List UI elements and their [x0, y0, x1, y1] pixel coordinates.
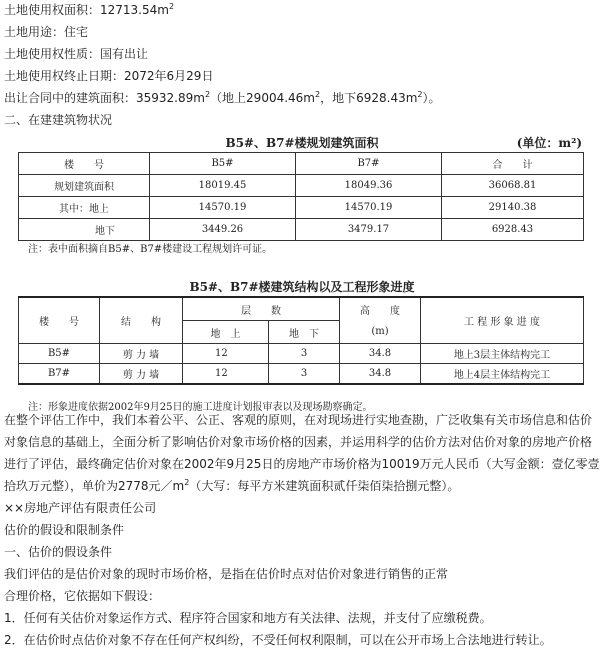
table-header: 楼 号: [19, 153, 150, 175]
table-header: 合 计: [442, 153, 584, 175]
table-cell: 34.8: [340, 344, 421, 364]
area-table: [18, 152, 584, 241]
table2-title: B5#、B7#楼建筑结构以及工程形象进度: [189, 280, 415, 294]
company-name: ××房地产评估有限责任公司: [4, 501, 157, 515]
table1-unit: (单位：m²): [516, 136, 582, 150]
table-header: 地 下: [269, 321, 340, 344]
body-line: 2．在估价时点估价对象不存在任何产权纠纷，不受任何权利限制，可以在公开市场上合法地进行转让。: [4, 633, 552, 647]
body-line: 1．任何有关估价对象运作方式、程序符合国家和地方有关法律、法规，并支付了应缴税费。: [4, 611, 492, 625]
table-cell: 34.8: [340, 364, 421, 385]
table-cell: 12: [183, 364, 269, 385]
table-cell: 14570.19: [296, 197, 442, 219]
table-cell: 6928.43: [442, 219, 584, 241]
building-area-line: 出让合同中的建筑面积：$35932.89m^2$（地上$29004.46m^2$，地下$6928.43m^2$）。: [4, 90, 441, 105]
table-cell: 14570.19: [150, 197, 296, 219]
table1-note: 注：表中面积摘自B5#、B7#楼建设工程规划许可证。: [28, 244, 273, 255]
table-cell: 地上3层主体结构完工: [421, 344, 584, 364]
table-header: 高 度: [340, 297, 421, 321]
table-header: B7#: [296, 153, 442, 175]
body-line: 我们评估的是估价对象的现时市场价格，是指在估价时点对估价对象进行销售的正常: [4, 567, 449, 581]
body-line: 对象信息的基础上，全面分析了影响估价对象市场价格的因素，并运用科学的估价方法对估价对象的房地产价格: [4, 435, 593, 449]
table-header: B5#: [150, 153, 296, 175]
table-cell: 地下: [19, 219, 150, 241]
table-header: (m): [340, 321, 421, 344]
body-line: 合理价格，它依据如下假设：: [4, 589, 161, 603]
table-header: 楼 号: [19, 297, 100, 344]
table-cell: 剪 力 墙: [100, 344, 183, 364]
land-nature-line: 土地使用权性质：国有出让: [4, 47, 149, 61]
table-cell: 29140.38: [442, 197, 584, 219]
table-cell: B5#: [19, 344, 100, 364]
table-cell: 36068.81: [442, 175, 584, 197]
table-cell: 18019.45: [150, 175, 296, 197]
table-header-row: [19, 153, 584, 175]
table-cell: 其中：地上: [19, 197, 150, 219]
table-row: [19, 219, 584, 241]
land-area-line: 土地使用权面积：$12713.54m^2$: [4, 2, 175, 17]
table-cell: 地上4层主体结构完工: [421, 364, 584, 385]
section-heading: 估价的假设和限制条件: [4, 523, 125, 537]
section-heading: 一、估价的假设条件: [4, 545, 113, 559]
table-row: [19, 175, 584, 197]
body-line: 拾玖万元整），单价为2778元$/m^2$（大写：每平方米建筑面积贰仟柒佰柒拾捌元整）。: [4, 478, 460, 493]
table-header: 结 构: [100, 297, 183, 344]
table2-note: 注：形象进度依据2002年9月25日的施工进度计划报审表以及现场勘察确定。: [28, 402, 373, 413]
table1-title: B5#、B7#楼规划建筑面积: [225, 136, 379, 150]
table-cell: 12: [183, 344, 269, 364]
table-row: [19, 364, 584, 385]
structure-table: [18, 296, 584, 385]
table-cell: 3449.26: [150, 219, 296, 241]
body-line: 在整个评估工作中，我们本着公平、公正、客观的原则，在对现场进行实地查勘，广泛收集有关市场信息和估价: [4, 413, 593, 427]
table-cell: 剪 力 墙: [100, 364, 183, 385]
section-heading: 二、在建建筑物状况: [4, 113, 113, 127]
table-row: [19, 197, 584, 219]
land-end-date-line: 土地使用权终止日期：2072年6月29日: [4, 69, 214, 83]
table-header: 层 数: [183, 297, 340, 321]
table-cell: 3: [269, 344, 340, 364]
table-cell: 3: [269, 364, 340, 385]
body-line: 进行了评估，最终确定估价对象在2002年9月25日的房地产市场价格为10019万元人民币（大写金额：壹亿零壹: [4, 457, 600, 471]
table-header: 工 程 形 象 进 度: [421, 297, 584, 344]
land-use-line: 土地用途：住宅: [4, 25, 89, 39]
table-header: 地 上: [183, 321, 269, 344]
table-row: [19, 344, 584, 364]
table-cell: 18049.36: [296, 175, 442, 197]
table-cell: B7#: [19, 364, 100, 385]
table-cell: 规划建筑面积: [19, 175, 150, 197]
scanned-tables: [6, 130, 598, 412]
table-cell: 3479.17: [296, 219, 442, 241]
